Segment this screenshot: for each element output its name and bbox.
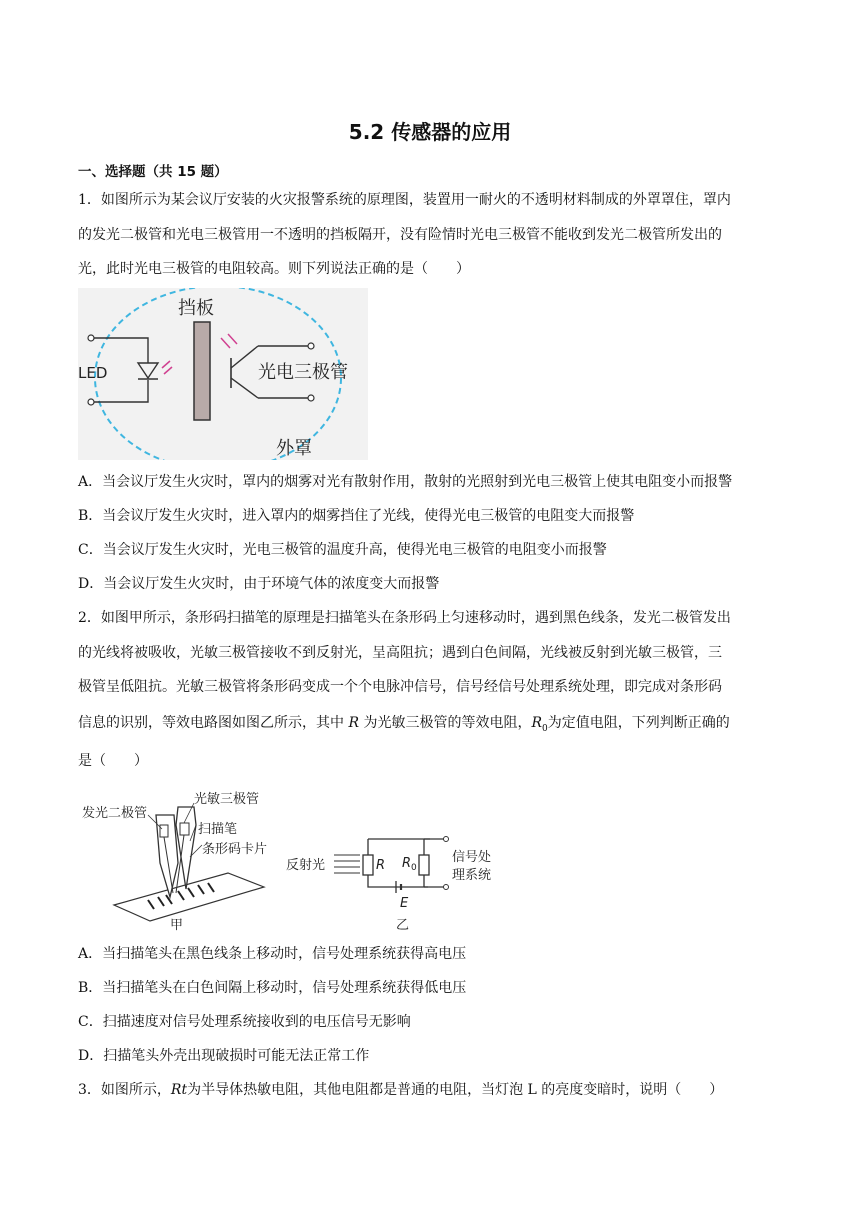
phototransistor-label: 光电三极管	[258, 362, 348, 383]
baffle-label: 挡板	[178, 298, 214, 319]
q1-option-d: D．当会议厅发生火灾时，由于环境气体的浓度变大而报警	[78, 576, 440, 592]
signal-system-label-1: 信号处	[452, 850, 492, 865]
r-label: R	[376, 858, 386, 873]
barcode-card	[114, 873, 264, 921]
q2-option-a: A．当扫描笔头在黑色线条上移动时，信号处理系统获得高电压	[78, 946, 467, 962]
q2-stem-line-2: 的光线将被吸收，光敏三极管接收不到反射光，呈高阻抗；遇到白色间隔，光线被反射到光敏三极管，三	[78, 645, 722, 661]
q2-option-d: D．扫描笔头外壳出现破损时可能无法正常工作	[78, 1048, 370, 1064]
r0-label: $R_0$	[402, 856, 417, 873]
q2-option-c: C．扫描速度对信号处理系统接收到的电压信号无影响	[78, 1014, 411, 1030]
signal-system-label-2: 理系统	[452, 868, 492, 883]
resistor-r0	[419, 855, 429, 875]
e-label: E	[400, 896, 409, 911]
q2-stem-line-1: 2．如图甲所示，条形码扫描笔的原理是扫描笔头在条形码上匀速移动时，遇到黑色线条，发光二极管发出	[78, 610, 731, 626]
barcode-scanner-figure	[78, 785, 508, 933]
baffle-plate	[194, 322, 210, 420]
cover-label: 外罩	[276, 438, 312, 459]
figure-jia-label: 甲	[170, 918, 184, 933]
barcode-card-label: 条形码卡片	[202, 842, 268, 857]
fire-alarm-figure	[78, 288, 368, 460]
q2-stem-line-5: 是（ ）	[78, 753, 148, 769]
q2-option-b: B．当扫描笔头在白色间隔上移动时，信号处理系统获得低电压	[78, 980, 467, 996]
resistor-r	[363, 855, 373, 875]
photo-transistor-label: 光敏三极管	[194, 792, 260, 807]
led-label: LED	[78, 364, 108, 382]
q1-option-b: B．当会议厅发生火灾时，进入罩内的烟雾挡住了光线，使得光电三极管的电阻变大而报警	[78, 508, 635, 524]
figure-yi-label: 乙	[396, 918, 410, 933]
reflected-light-label: 反射光	[286, 858, 326, 873]
q3-stem-line-1: 3．如图所示，Rt为半导体热敏电阻，其他电阻都是普通的电阻，当灯泡 L 的亮度变暗时，说明（ ）	[78, 1082, 724, 1098]
q2-stem-line-3: 极管呈低阻抗。光敏三极管将条形码变成一个个电脉冲信号，信号经信号处理系统处理，即完成对条形码	[78, 679, 722, 695]
q2-stem-line-4: 信息的识别，等效电路图如图乙所示，其中 R 为光敏三极管的等效电阻，$R_0$为定值电阻，下列判断正确的	[78, 715, 730, 734]
scan-pen-label: 扫描笔	[198, 822, 238, 837]
figure-jia	[82, 791, 267, 933]
page-title: 5.2 传感器的应用	[348, 120, 512, 144]
q1-option-c: C．当会议厅发生火灾时，光电三极管的温度升高，使得光电三极管的电阻变小而报警	[78, 542, 607, 558]
q1-option-a: A．当会议厅发生火灾时，罩内的烟雾对光有散射作用，散射的光照射到光电三极管上使其电阻变小而报警	[78, 474, 733, 490]
q1-stem-line-3: 光，此时光电三极管的电阻较高。则下列说法正确的是（ ）	[78, 261, 470, 277]
led-label: 发光二极管	[82, 806, 148, 821]
q1-stem-line-2: 的发光二极管和光电三极管用一不透明的挡板隔开，没有险情时光电三极管不能收到发光二极管所发出的	[78, 227, 722, 243]
section-heading: 一、选择题（共 15 题）	[78, 164, 228, 180]
figure-yi	[286, 837, 491, 934]
q1-stem-line-1: 1．如图所示为某会议厅安装的火灾报警系统的原理图，装置用一耐火的不透明材料制成的外罩罩住，罩内	[78, 192, 731, 208]
